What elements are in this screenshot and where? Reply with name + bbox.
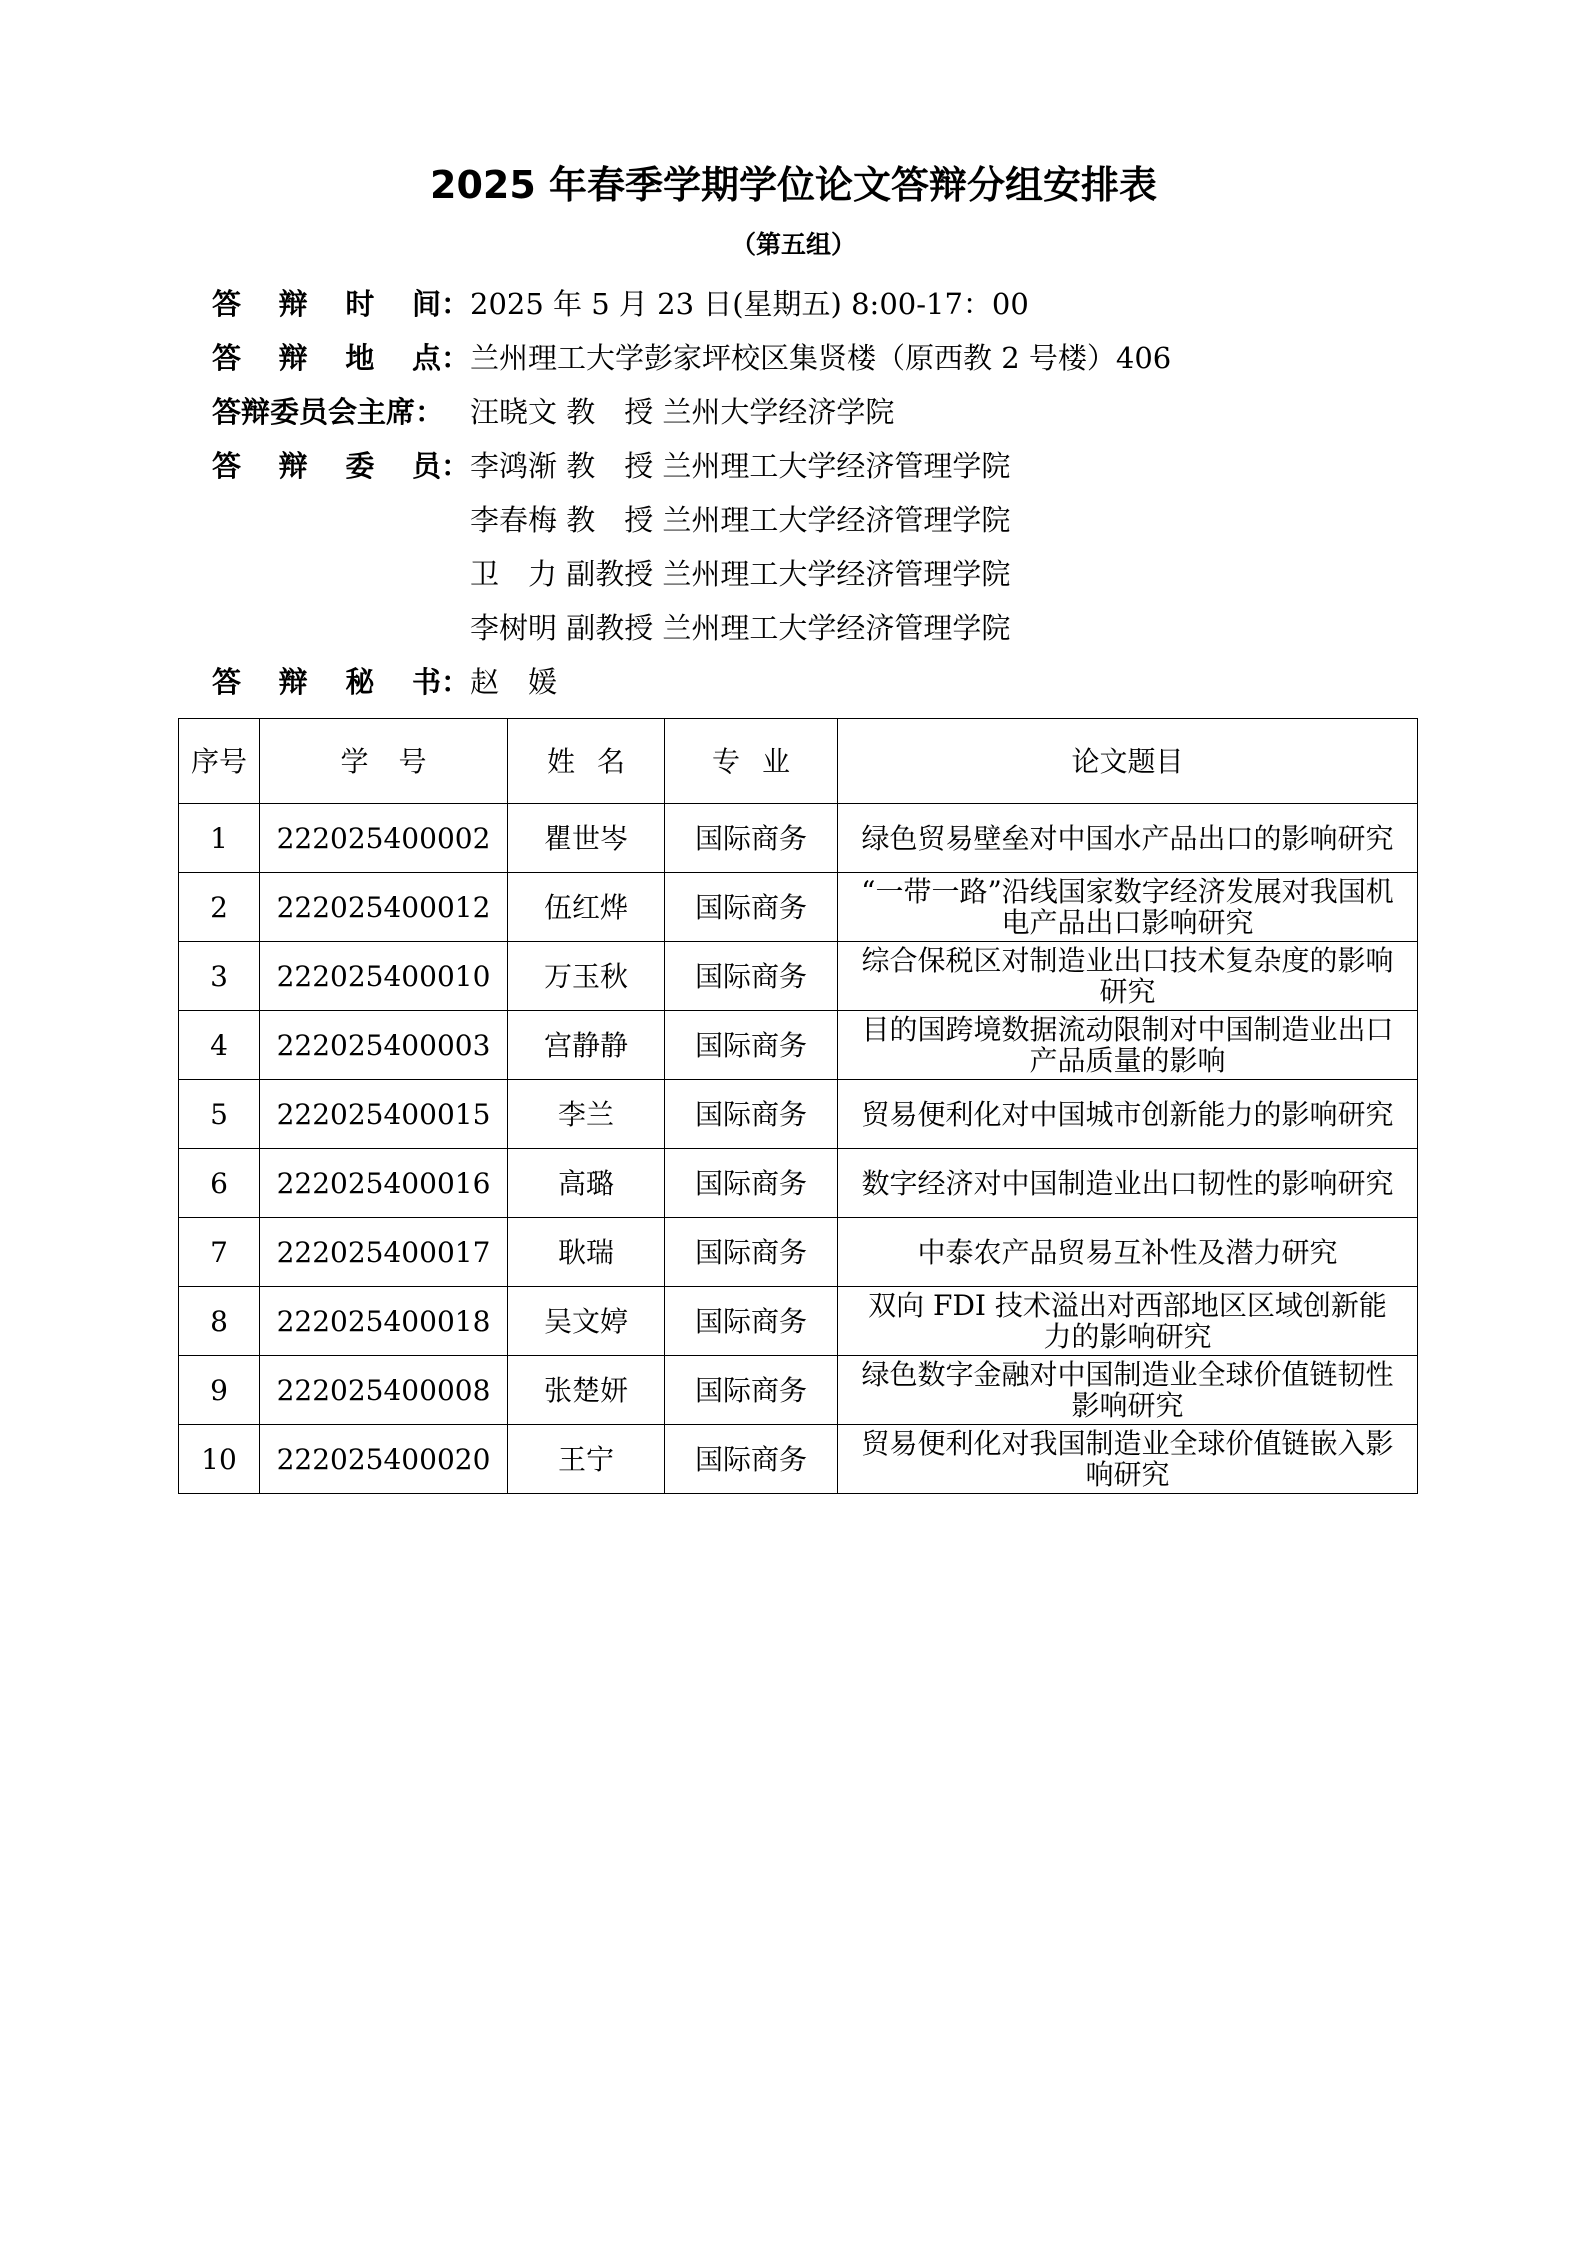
cell-major: 国际商务 xyxy=(665,1218,838,1287)
cell-thesis: 目的国跨境数据流动限制对中国制造业出口产品质量的影响 xyxy=(838,1011,1418,1080)
table-row xyxy=(179,873,1418,942)
cell-student-id: 222025400018 xyxy=(260,1287,508,1356)
table-body xyxy=(179,804,1418,1494)
cell-no: 9 xyxy=(179,1356,260,1425)
secretary-label: 答 辩 秘 书： xyxy=(212,664,470,699)
member-value: 李树明 副教授 兰州理工大学经济管理学院 xyxy=(470,610,1011,645)
table-row xyxy=(179,1425,1418,1494)
cell-major: 国际商务 xyxy=(665,873,838,942)
table-row xyxy=(179,1287,1418,1356)
table-header-row xyxy=(179,719,1418,804)
time-value: 2025 年 5 月 23 日(星期五) 8:00-17：00 xyxy=(470,286,1029,321)
cell-student-id: 222025400016 xyxy=(260,1149,508,1218)
cell-student-id: 222025400003 xyxy=(260,1011,508,1080)
info-row-chair xyxy=(212,383,1171,437)
cell-no: 4 xyxy=(179,1011,260,1080)
header-name: 姓名 xyxy=(508,719,665,804)
table-row xyxy=(179,804,1418,873)
cell-thesis: 贸易便利化对我国制造业全球价值链嵌入影响研究 xyxy=(838,1425,1418,1494)
chair-value: 汪晓文 教 授 兰州大学经济学院 xyxy=(470,394,895,429)
cell-name: 李兰 xyxy=(508,1080,665,1149)
cell-thesis: 贸易便利化对中国城市创新能力的影响研究 xyxy=(838,1080,1418,1149)
cell-name: 王宁 xyxy=(508,1425,665,1494)
cell-thesis: 数字经济对中国制造业出口韧性的影响研究 xyxy=(838,1149,1418,1218)
chair-label: 答辩委员会主席： xyxy=(212,394,445,429)
cell-major: 国际商务 xyxy=(665,1287,838,1356)
header-major: 专业 xyxy=(665,719,838,804)
info-row-member xyxy=(212,491,1171,545)
cell-no: 3 xyxy=(179,942,260,1011)
cell-student-id: 222025400012 xyxy=(260,873,508,942)
cell-thesis: 绿色贸易壁垒对中国水产品出口的影响研究 xyxy=(838,804,1418,873)
cell-name: 万玉秋 xyxy=(508,942,665,1011)
cell-name: 瞿世岑 xyxy=(508,804,665,873)
info-row-secretary xyxy=(212,653,1171,707)
member-value: 李鸿渐 教 授 兰州理工大学经济管理学院 xyxy=(470,448,1011,483)
cell-student-id: 222025400010 xyxy=(260,942,508,1011)
cell-name: 伍红烨 xyxy=(508,873,665,942)
page-title: 2025 年春季学期学位论文答辩分组安排表 xyxy=(430,163,1157,207)
location-value: 兰州理工大学彭家坪校区集贤楼（原西教 2 号楼）406 xyxy=(470,340,1172,375)
cell-major: 国际商务 xyxy=(665,1080,838,1149)
cell-thesis: 中泰农产品贸易互补性及潜力研究 xyxy=(838,1218,1418,1287)
cell-student-id: 222025400002 xyxy=(260,804,508,873)
cell-thesis: 综合保税区对制造业出口技术复杂度的影响研究 xyxy=(838,942,1418,1011)
location-label: 答 辩 地 点： xyxy=(212,340,470,375)
info-row-member xyxy=(212,599,1171,653)
cell-no: 6 xyxy=(179,1149,260,1218)
info-row-location xyxy=(212,329,1171,383)
defense-info xyxy=(212,275,1171,707)
header-no: 序号 xyxy=(179,719,260,804)
time-label: 答 辩 时 间： xyxy=(212,286,470,321)
table-row xyxy=(179,1218,1418,1287)
defense-roster-table xyxy=(178,718,1418,1494)
cell-thesis: “一带一路”沿线国家数字经济发展对我国机电产品出口影响研究 xyxy=(838,873,1418,942)
cell-thesis: 双向 FDI 技术溢出对西部地区区域创新能力的影响研究 xyxy=(838,1287,1418,1356)
table-row xyxy=(179,1011,1418,1080)
cell-student-id: 222025400017 xyxy=(260,1218,508,1287)
cell-no: 8 xyxy=(179,1287,260,1356)
cell-no: 2 xyxy=(179,873,260,942)
cell-major: 国际商务 xyxy=(665,1011,838,1080)
members-label: 答 辩 委 员： xyxy=(212,448,470,483)
table-row xyxy=(179,942,1418,1011)
cell-name: 耿瑞 xyxy=(508,1218,665,1287)
header-thesis: 论文题目 xyxy=(838,719,1418,804)
secretary-value: 赵 媛 xyxy=(470,664,558,699)
cell-no: 5 xyxy=(179,1080,260,1149)
cell-no: 1 xyxy=(179,804,260,873)
cell-major: 国际商务 xyxy=(665,1356,838,1425)
cell-student-id: 222025400015 xyxy=(260,1080,508,1149)
table-row xyxy=(179,1356,1418,1425)
info-row-members xyxy=(212,437,1171,491)
cell-name: 张楚妍 xyxy=(508,1356,665,1425)
header-student-id: 学号 xyxy=(260,719,508,804)
cell-major: 国际商务 xyxy=(665,1425,838,1494)
info-row-time xyxy=(212,275,1171,329)
cell-name: 高璐 xyxy=(508,1149,665,1218)
member-value: 李春梅 教 授 兰州理工大学经济管理学院 xyxy=(470,502,1011,537)
cell-no: 10 xyxy=(179,1425,260,1494)
cell-major: 国际商务 xyxy=(665,804,838,873)
cell-name: 吴文婷 xyxy=(508,1287,665,1356)
cell-major: 国际商务 xyxy=(665,1149,838,1218)
table-row xyxy=(179,1149,1418,1218)
cell-major: 国际商务 xyxy=(665,942,838,1011)
cell-student-id: 222025400008 xyxy=(260,1356,508,1425)
cell-no: 7 xyxy=(179,1218,260,1287)
info-row-member xyxy=(212,545,1171,599)
page-subtitle: （第五组） xyxy=(730,230,856,259)
cell-student-id: 222025400020 xyxy=(260,1425,508,1494)
member-value: 卫 力 副教授 兰州理工大学经济管理学院 xyxy=(470,556,1011,591)
cell-name: 宫静静 xyxy=(508,1011,665,1080)
table-row xyxy=(179,1080,1418,1149)
cell-thesis: 绿色数字金融对中国制造业全球价值链韧性影响研究 xyxy=(838,1356,1418,1425)
